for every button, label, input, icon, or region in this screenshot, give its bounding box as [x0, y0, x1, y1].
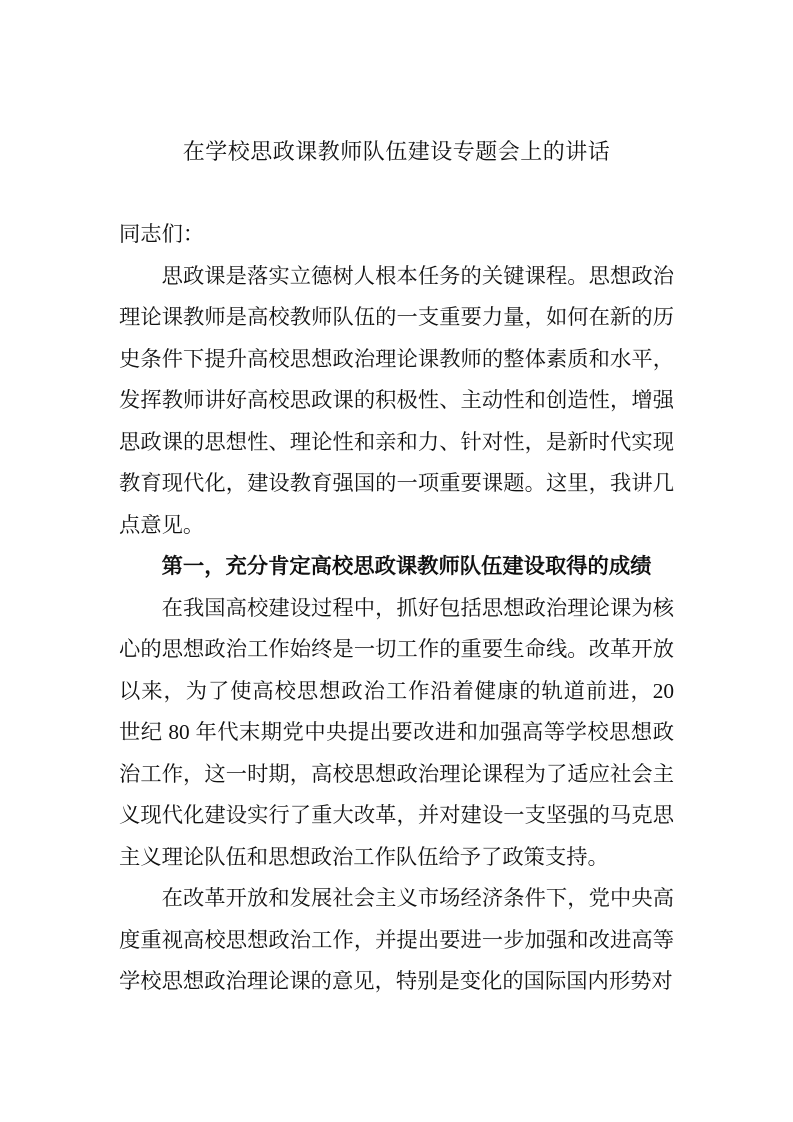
document-title: 在学校思政课教师队伍建设专题会上的讲话 [182, 139, 611, 164]
paragraph-reform-truncated: 在改革开放和发展社会主义市场经济条件下，党中央高度重视高校思想政治工作，并提出要进一步加强和改进高等学校思想政治理论课的意见，特别是变化的国际国内形势对 [119, 886, 674, 993]
salutation: 同志们： [119, 222, 205, 246]
paragraph-history: 在我国高校建设过程中，抓好包括思想政治理论课为核心的思想政治工作始终是一切工作的重要生命线。改革开放以来，为了使高校思想政治工作沿着健康的轨道前进，20 世纪 80 年代末期党中央提出要改进和加强高等学校思想政治工作，这一时期，高校思想政治理论课程为了适应社会主义现代化建设实行了重大改革，并对建设一支坚强的马克思主义理论队伍和思想政治工作队伍给予了政策支持。 [119, 595, 674, 869]
paragraph-intro: 思政课是落实立德树人根本任务的关键课程。思想政治理论课教师是高校教师队伍的一支重要力量，如何在新的历史条件下提升高校思想政治理论课教师的整体素质和水平，发挥教师讲好高校思政课的积极性、主动性和创造性，增强思政课的思想性、理论性和亲和力、针对性，是新时代实现教育现代化，建设教育强国的一项重要课题。这里，我讲几点意见。 [119, 263, 674, 537]
section-heading-first: 第一，充分肯定高校思政课教师队伍建设取得的成绩 [161, 554, 652, 578]
